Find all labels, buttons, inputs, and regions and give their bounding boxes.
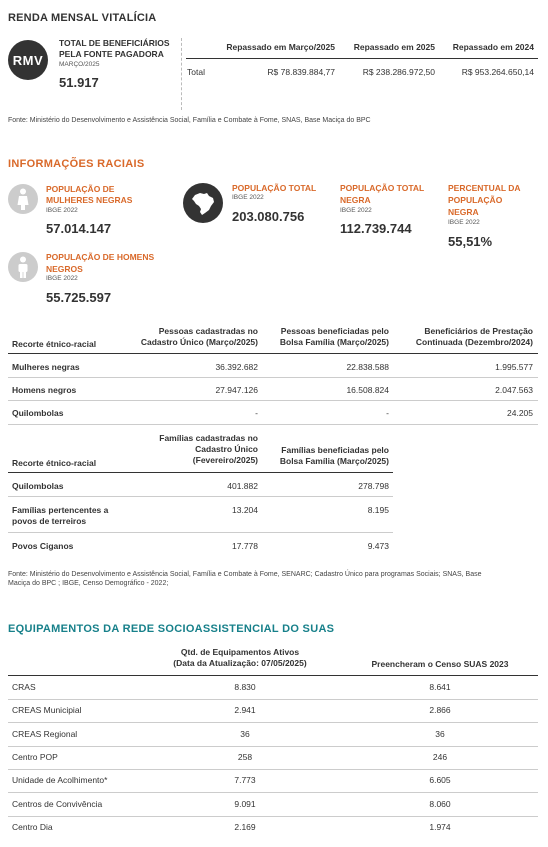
t1-header-rule <box>8 353 538 354</box>
suas-header-ativos: Qtd. de Equipamentos Ativos (Data da Atualização: 07/05/2025) <box>173 647 307 668</box>
rmv-label-line2: PELA FONTE PAGADORA <box>59 49 164 59</box>
rmv-header-2024: Repassado em 2024 <box>452 42 534 52</box>
t2-row-divider <box>8 496 393 497</box>
t1-header-cadunico: Pessoas cadastradas no Cadastro Único (Março/2025) <box>140 326 258 347</box>
rmv-value-march: R$ 78.839.884,77 <box>267 67 335 77</box>
percentual-label-line1: PERCENTUAL DA <box>448 183 521 193</box>
suas-row-divider <box>8 769 538 770</box>
mulheres-value: 57.014.147 <box>46 221 112 236</box>
rmv-header-march: Repassado em Março/2025 <box>226 42 335 52</box>
negra-label-line2: NEGRA <box>340 195 371 205</box>
rmv-header-rule <box>186 58 538 59</box>
male-person-icon <box>8 252 38 282</box>
rmv-value-2025: R$ 238.286.972,50 <box>362 67 435 77</box>
homens-value: 55.725.597 <box>46 290 112 305</box>
brazil-map-icon <box>183 183 223 223</box>
racial-section-title: INFORMAÇÕES RACIAIS <box>8 158 145 170</box>
homens-label-line2: NEGROS <box>46 264 83 274</box>
t1-header-recorte: Recorte étnico-racial <box>12 339 97 349</box>
t1-row-divider <box>8 377 538 378</box>
rmv-label-line1: TOTAL DE BENEFICIÁRIOS <box>59 38 170 48</box>
suas-row-divider <box>8 722 538 723</box>
total-source: IBGE 2022 <box>232 194 264 201</box>
rmv-source: Fonte: Ministério do Desenvolvimento e Assistência Social, Família e Combate à Fome, SNAS, Base Maciça do BPC <box>8 117 371 124</box>
rmv-badge: RMV <box>8 40 48 80</box>
suas-row-divider <box>8 699 538 700</box>
t2-header-cadunico: Famílias cadastradas no Cadastro Único (Fevereiro/2025) <box>159 433 258 465</box>
t2-header-rule <box>8 472 393 473</box>
racial-source: Fonte: Ministério do Desenvolvimento e Assistência Social, Família e Combate à Fome, SENARC; Cadastro Único para programas Sociais; SNAS, Base Maciça do BPC ; IBGE, Censo Demográfico - 2022; <box>8 571 482 587</box>
suas-row-divider <box>8 816 538 817</box>
rmv-header-2025: Repassado em 2025 <box>353 42 435 52</box>
t1-header-bolsa: Pessoas beneficiadas pelo Bolsa Família (Março/2025) <box>279 326 389 347</box>
total-label: POPULAÇÃO TOTAL <box>232 183 317 193</box>
rmv-date: MARÇO/2025 <box>59 61 100 68</box>
rmv-section-title: RENDA MENSAL VITALÍCIA <box>8 12 157 24</box>
mulheres-source: IBGE 2022 <box>46 207 78 214</box>
rmv-value-2024: R$ 953.264.650,14 <box>461 67 534 77</box>
suas-row-divider <box>8 792 538 793</box>
percentual-label-line2: POPULAÇÃO <box>448 195 503 205</box>
rmv-value: 51.917 <box>59 75 99 90</box>
rmv-row-label: Total <box>187 67 205 77</box>
t2-row-divider <box>8 532 393 533</box>
mulheres-label-line2: MULHERES NEGRAS <box>46 195 133 205</box>
total-value: 203.080.756 <box>232 209 305 224</box>
rmv-divider <box>181 38 182 110</box>
negra-source: IBGE 2022 <box>340 207 372 214</box>
negra-value: 112.739.744 <box>340 221 412 236</box>
suas-row-divider <box>8 746 538 747</box>
female-person-icon <box>8 184 38 214</box>
homens-source: IBGE 2022 <box>46 275 78 282</box>
mulheres-label-line1: POPULAÇÃO DE <box>46 184 115 194</box>
homens-label-line1: POPULAÇÃO DE HOMENS <box>46 252 155 262</box>
t1-bottom-rule <box>8 424 538 425</box>
percentual-source: IBGE 2022 <box>448 219 480 226</box>
suas-header-rule <box>8 675 538 676</box>
percentual-label-line3: NEGRA <box>448 207 479 217</box>
suas-header-censo: Preencheram o Censo SUAS 2023 <box>371 659 509 669</box>
t2-header-bolsa: Famílias beneficiadas pelo Bolsa Família (Março/2025) <box>279 445 389 466</box>
negra-label-line1: POPULAÇÃO TOTAL <box>340 183 425 193</box>
t1-header-bpc: Beneficiários de Prestação Continuada (Dezembro/2024) <box>415 326 533 347</box>
t1-row-divider <box>8 400 538 401</box>
percentual-value: 55,51% <box>448 234 493 249</box>
suas-section-title: EQUIPAMENTOS DA REDE SOCIOASSISTENCIAL DO SUAS <box>8 623 335 635</box>
t2-header-recorte: Recorte étnico-racial <box>12 458 97 468</box>
